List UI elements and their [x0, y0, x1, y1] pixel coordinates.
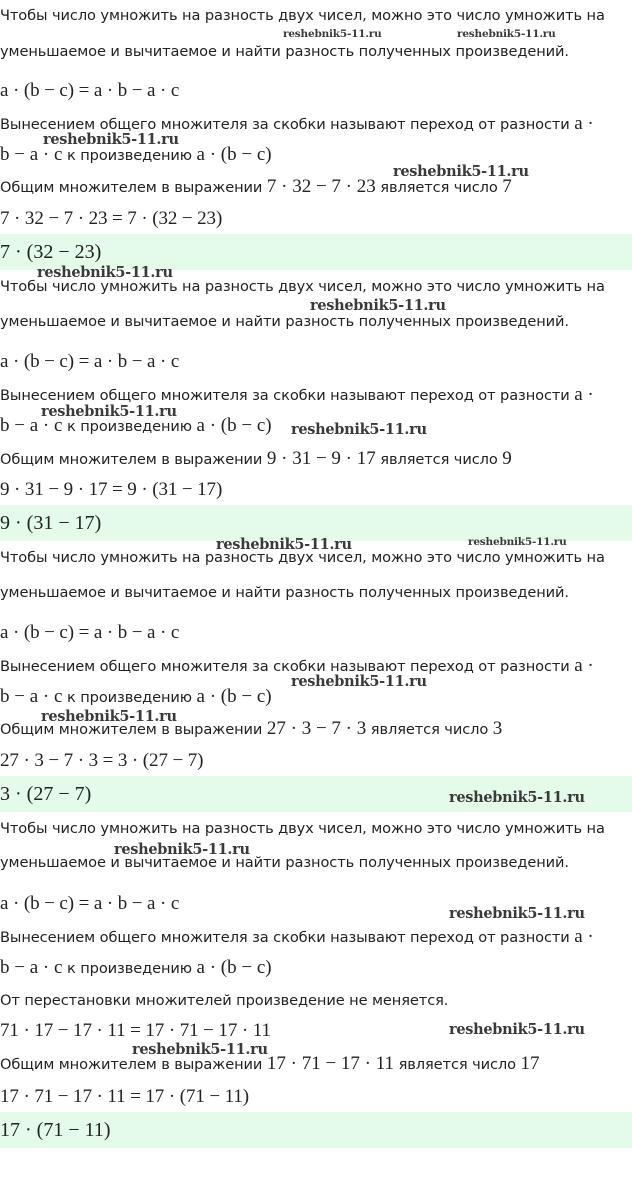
factored-equation: 17 · 71 − 17 · 11 = 17 · (71 − 11) [0, 1086, 249, 1107]
distributive-formula: a · (b − c) = a · b − a · c [0, 80, 180, 101]
rearranged-equation: 71 · 17 − 17 · 11 = 17 · 71 − 17 · 11 [0, 1020, 271, 1041]
definition-text: Вынесением общего множителя за скобки называют переход от разности [0, 658, 570, 675]
commutative-rule: От перестановки множителей произведение не меняется. [0, 992, 449, 1009]
definition-difference: b − a · c [0, 415, 63, 436]
distributive-formula: a · (b − c) = a · b − a · c [0, 622, 180, 643]
factor-text: является число [380, 451, 498, 468]
factor-expression: 9 · 31 − 9 · 17 [266, 448, 376, 469]
answer-expression: 3 · (27 − 7) [0, 783, 92, 805]
watermark: reshebnik5-11.ru [291, 421, 427, 438]
definition-line-2 [0, 145, 632, 166]
definition-text: к произведению [66, 418, 192, 435]
watermark: reshebnik5-11.ru [216, 536, 352, 553]
definition-math: a · [574, 655, 594, 676]
definition-line-2 [0, 687, 632, 708]
common-factor-line [0, 449, 632, 470]
watermark: reshebnik5-11.ru [291, 673, 427, 690]
watermark: reshebnik5-11.ru [449, 1021, 585, 1038]
definition-difference: b − a · c [0, 957, 63, 978]
definition-difference: b − a · c [0, 144, 63, 165]
distributive-formula: a · (b − c) = a · b − a · c [0, 351, 180, 372]
definition-product: a · (b − c) [196, 144, 272, 165]
factored-equation: 7 · 32 − 7 · 23 = 7 · (32 − 23) [0, 208, 223, 229]
factor-text: Общим множителем в выражении [0, 179, 263, 196]
factor-expression: 27 · 3 − 7 · 3 [266, 718, 367, 739]
rule-line-1: Чтобы число умножить на разность двух чисел, можно это число умножить на [0, 820, 605, 837]
definition-difference: b − a · c [0, 686, 63, 707]
factor-text: Общим множителем в выражении [0, 451, 263, 468]
watermark: reshebnik5-11.ru [449, 789, 585, 806]
watermark: reshebnik5-11.ru [457, 28, 556, 40]
definition-product: a · (b − c) [196, 957, 272, 978]
factor-text: Общим множителем в выражении [0, 1056, 263, 1073]
watermark: reshebnik5-11.ru [37, 264, 173, 281]
watermark: reshebnik5-11.ru [468, 536, 567, 548]
factor-expression: 17 · 71 − 17 · 11 [266, 1053, 395, 1074]
definition-line-2 [0, 958, 632, 979]
rule-line-1: Чтобы число умножить на разность двух чисел, можно это число умножить на [0, 278, 605, 295]
definition-text: Вынесением общего множителя за скобки называют переход от разности [0, 387, 570, 404]
watermark: reshebnik5-11.ru [393, 163, 529, 180]
definition-product: a · (b − c) [196, 686, 272, 707]
definition-math: a · [574, 384, 594, 405]
rule-line-2: уменьшаемое и вычитаемое и найти разность полученных произведений. [0, 313, 569, 330]
factored-equation: 27 · 3 − 7 · 3 = 3 · (27 − 7) [0, 750, 204, 771]
definition-math: a · [574, 926, 594, 947]
definition-text: к произведению [66, 147, 192, 164]
rule-line-1: Чтобы число умножить на разность двух чисел, можно это число умножить на [0, 7, 605, 24]
rule-line-2: уменьшаемое и вычитаемое и найти разность полученных произведений. [0, 854, 569, 871]
factor-text: является число [370, 721, 489, 738]
watermark: reshebnik5-11.ru [449, 905, 585, 922]
factor-text: Общим множителем в выражении [0, 721, 263, 738]
watermark: reshebnik5-11.ru [132, 1041, 268, 1058]
answer-box [0, 1112, 632, 1148]
answer-expression: 17 · (71 − 11) [0, 1119, 111, 1141]
rule-line-1: Чтобы число умножить на разность двух чисел, можно это число умножить на [0, 549, 605, 566]
watermark: reshebnik5-11.ru [114, 841, 250, 858]
definition-text: Вынесением общего множителя за скобки называют переход от разности [0, 929, 570, 946]
distributive-formula: a · (b − c) = a · b − a · c [0, 893, 180, 914]
common-factor-line [0, 177, 632, 198]
factor-number: 7 [502, 176, 512, 197]
factor-expression: 7 · 32 − 7 · 23 [266, 176, 376, 197]
definition-text: Вынесением общего множителя за скобки называют переход от разности [0, 116, 570, 133]
factor-number: 3 [492, 718, 503, 739]
definition-product: a · (b − c) [196, 415, 272, 436]
definition-text: к произведению [66, 960, 192, 977]
definition-math: a · [574, 113, 594, 134]
rule-line-2: уменьшаемое и вычитаемое и найти разность полученных произведений. [0, 584, 569, 601]
definition-line-1 [0, 927, 632, 948]
factored-equation: 9 · 31 − 9 · 17 = 9 · (31 − 17) [0, 479, 223, 500]
factor-text: является число [398, 1056, 516, 1073]
watermark: reshebnik5-11.ru [283, 28, 382, 40]
answer-expression: 9 · (31 − 17) [0, 512, 102, 534]
factor-number: 17 [520, 1053, 540, 1074]
watermark: reshebnik5-11.ru [41, 403, 177, 420]
watermark: reshebnik5-11.ru [43, 131, 179, 148]
definition-text: к произведению [66, 689, 192, 706]
watermark: reshebnik5-11.ru [310, 297, 446, 314]
factor-number: 9 [502, 448, 512, 469]
factor-text: является число [380, 179, 498, 196]
answer-expression: 7 · (32 − 23) [0, 241, 102, 263]
watermark: reshebnik5-11.ru [41, 708, 177, 725]
common-factor-line [0, 1054, 632, 1075]
rule-line-2: уменьшаемое и вычитаемое и найти разность полученных произведений. [0, 43, 569, 60]
